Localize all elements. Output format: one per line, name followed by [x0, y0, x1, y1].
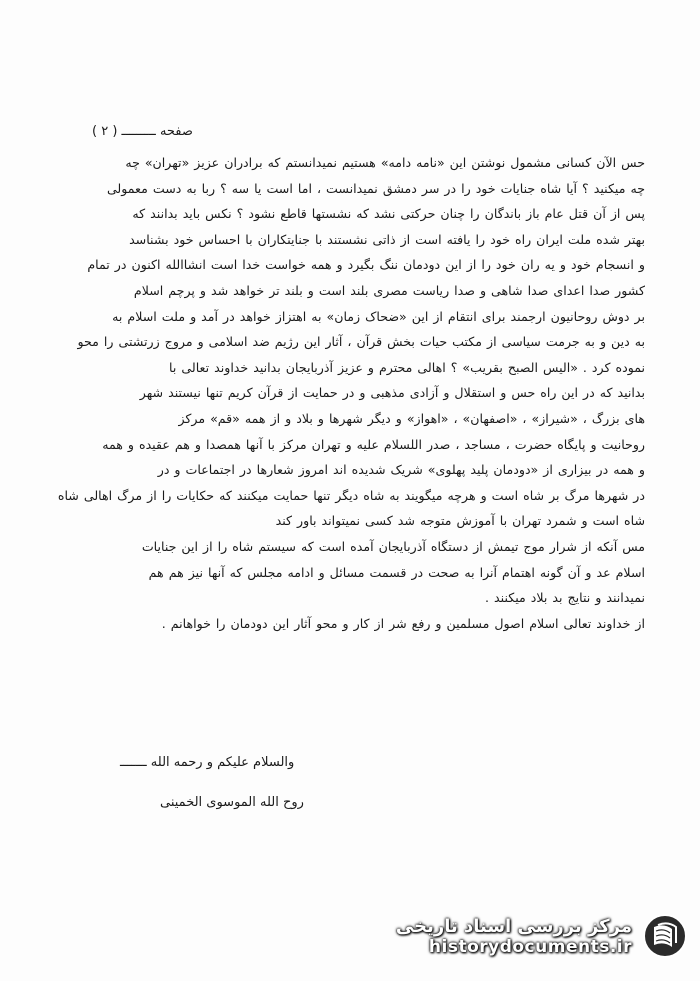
- book-pages-icon: [642, 913, 688, 959]
- text-line: بدانید که در این راه حس و استقلال و آزادی مذهبی و در حمایت از قرآن کریم تنها نیستند شهر: [139, 385, 645, 401]
- paragraph-2: [58, 380, 645, 534]
- text-line: پس از آن قتل عام باز باندگان را چنان حرکتی نشد که نشستها قاطع نشود ؟ نکس باید بدانند که: [132, 206, 645, 222]
- paragraph-4: [58, 611, 645, 637]
- text-line: و انسجام خود و یه ران خود را از این دودمان ننگ بگیرد و همه خواست خدا است انشاالله اکنون در تمام: [87, 257, 645, 273]
- watermark-url: historydocuments.ir: [428, 936, 632, 957]
- text-line: در شهرها مرگ بر شاه است و هرچه میگویند به شاه دیگر تنها حمایت میکنند که حکایات را از مرگ اهالی شاه: [58, 487, 645, 503]
- text-line: به دین و به جرمت سیاسی از مکتب حیات بخش قرآن ، آثار این رژیم ضد اسلامی و مروج زرتشتی را محو: [77, 334, 645, 350]
- watermark-text: [396, 916, 632, 957]
- text-line: چه میکنید ؟ آیا شاه جنایات خود را در سر دمشق نمیدانست ، اما است یا سه ؟ ربا به دست معمولی: [106, 180, 645, 196]
- closing-salutation: والسلام علیکم و رحمه الله ـــــــ: [120, 755, 295, 770]
- text-line: از خداوند تعالی اسلام اصول مسلمین و رفع شر از کار و محو آثار این دودمان را خواهانم .: [161, 615, 645, 631]
- signature: روح الله الموسوی الخمینی: [160, 795, 304, 810]
- page-number: صفحه ـــــــــ ( ۲ ): [92, 124, 193, 139]
- text-line: بر دوش روحانیون ارجمند برای انتقام از این «ضحاک زمان» به اهتزاز خواهد در آمد و ملت اسلام به: [112, 308, 645, 324]
- text-line: نمیدانند و نتایج بد بلاد میکنند .: [485, 590, 645, 606]
- text-line: مس آنکه از شرار موج تیمش از دستگاه آذربایجان آمده است که سیستم شاه را از این جنایات: [141, 538, 645, 554]
- letter-body: [58, 150, 645, 636]
- text-line: حس الآن کسانی مشمول نوشتن این «نامه دامه» هستیم نمیدانستم که برادران عزیز «تهران» چه: [125, 155, 645, 170]
- text-line: روحانیت و پایگاه حضرت ، مساجد ، صدر اللسلام علیه و تهران مرکز با آنها همصدا و هم عقیده و همه: [102, 436, 645, 452]
- text-line: شاه است و شمرد تهران با آموزش متوجه شد کسی نمیتواند باور کند: [275, 513, 645, 529]
- text-line: اسلام عد و آن گونه اهتمام آنرا به صحت در قسمت مسائل و ادامه مجلس که آنها نیز هم هم: [148, 564, 645, 580]
- text-line: های بزرگ ، «شیراز» ، «اصفهان» ، «اهواز» و دیگر شهرها و بلاد و از همه «قم» مرکز: [178, 410, 645, 426]
- text-line: و همه در بیزاری از «دودمان پلید پهلوی» شریک شدیده اند امروز شعارها در اجتماعات و در: [157, 462, 645, 478]
- paragraph-3: [58, 534, 645, 611]
- text-line: کشور صدا اعدای صدا شاهی و صدا ریاست مصری بلند است و بلند تر خواهد شد و پرچم اسلام: [133, 282, 645, 298]
- paragraph-1: [58, 150, 645, 380]
- watermark: [396, 913, 688, 959]
- text-line: بهتر شده ملت ایران راه خود را یافته است از ذاتی نشستند با جنایتکاران با احساس خود بشناسد: [129, 231, 645, 247]
- watermark-title: مرکز بررسی اسناد تاریخی: [395, 915, 632, 937]
- text-line: نموده کرد . «الیس الصبح بقریب» ؟ اهالی محترم و عزیز آذربایجان بدانید خداوند تعالی با: [169, 359, 645, 375]
